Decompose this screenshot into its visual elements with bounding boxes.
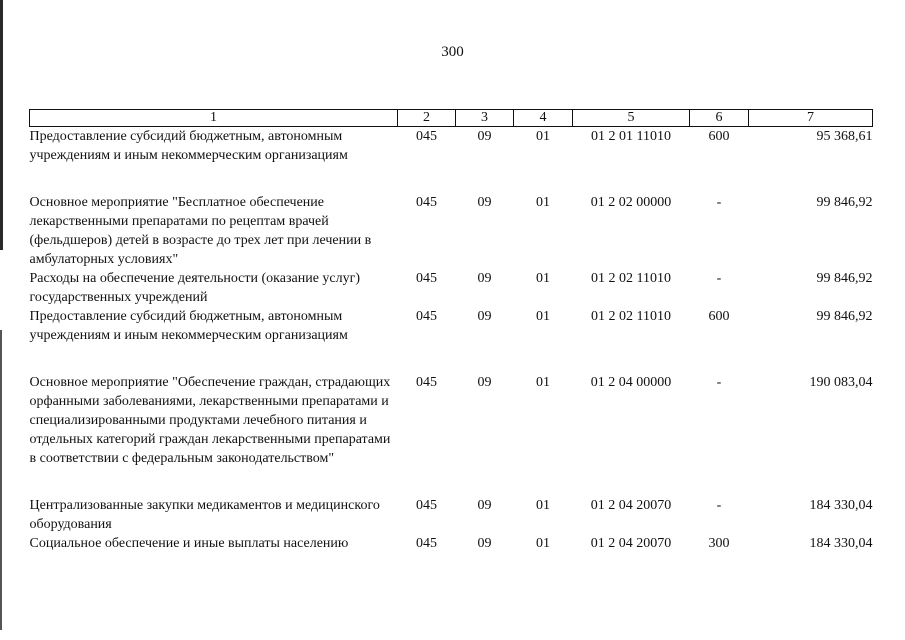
ministry-code: 045 [416,195,437,210]
budget-table [29,109,873,553]
amount: 184 330,04 [809,498,873,513]
ministry-code: 045 [416,536,437,551]
section-code: 09 [477,498,492,513]
expense-type-code: - [716,498,722,513]
row-name: Основное мероприятие "Бесплатное обеспечение лекарственными препаратами по рецептам врачей (фельдшеров) детей в возрасте до трех лет при лечении в амбулаторных условиях" [29,195,372,267]
section-code: 09 [477,536,492,551]
column-header: 4 [514,110,573,127]
row-name: Расходы на обеспечение деятельности (оказание услуг) государственных учреждений [29,271,361,305]
section-code: 09 [477,195,492,210]
subsection-code: 01 [536,375,550,390]
row-name: Предоставление субсидий бюджетным, автономным учреждениям и иным некоммерческим организациям [29,129,348,163]
page-number: 300 [441,44,464,60]
target-article-code: 01 2 02 11010 [591,309,671,324]
scan-edge-mark [0,0,3,250]
target-article-code: 01 2 01 11010 [591,129,671,144]
ministry-code: 045 [416,271,437,286]
expense-type-code: - [716,271,722,286]
column-header: 6 [690,110,749,127]
subsection-code: 01 [536,536,550,551]
row-name: Централизованные закупки медикаментов и медицинского оборудования [29,498,380,532]
expense-type-code: - [716,375,722,390]
subsection-code: 01 [536,271,550,286]
row-name: Основное мероприятие "Обеспечение граждан, страдающих орфанными заболеваниями, лекарственными препаратами и специализированными продуктами лечебного питания и отдельных категорий граждан лекарственными препаратами в соответствии с федеральным законодательством" [29,375,391,466]
amount: 95 368,61 [816,129,873,144]
expense-type-code: - [716,195,722,210]
section-code: 09 [477,271,492,286]
target-article-code: 01 2 02 11010 [591,271,671,286]
ministry-code: 045 [416,498,437,513]
expense-type-code: 300 [708,536,730,551]
target-article-code: 01 2 04 20070 [590,536,672,551]
table-header-row [30,110,873,127]
ministry-code: 045 [416,309,437,324]
target-article-code: 01 2 04 20070 [590,498,672,513]
subsection-code: 01 [536,498,550,513]
target-article-code: 01 2 02 00000 [590,195,672,210]
row-name: Социальное обеспечение и иные выплаты населению [29,536,349,551]
section-code: 09 [477,309,492,324]
table-row [30,127,873,194]
column-header: 5 [573,110,690,127]
amount: 99 846,92 [816,309,873,324]
amount: 99 846,92 [816,271,873,286]
column-header: 1 [30,110,398,127]
subsection-code: 01 [536,309,550,324]
table-row [30,534,873,553]
table-row [30,373,873,496]
amount: 190 083,04 [809,375,873,390]
column-header: 2 [398,110,456,127]
table-row [30,307,873,373]
table-row [30,193,873,269]
section-code: 09 [477,375,492,390]
ministry-code: 045 [416,375,437,390]
section-code: 09 [477,129,492,144]
amount: 184 330,04 [809,536,873,551]
table-row [30,496,873,534]
scan-edge-mark [0,330,2,630]
expense-type-code: 600 [708,309,730,324]
column-header: 3 [456,110,514,127]
amount: 99 846,92 [816,195,873,210]
subsection-code: 01 [536,129,550,144]
table-row [30,269,873,307]
subsection-code: 01 [536,195,550,210]
target-article-code: 01 2 04 00000 [590,375,672,390]
ministry-code: 045 [416,129,437,144]
expense-type-code: 600 [708,129,730,144]
row-name: Предоставление субсидий бюджетным, автономным учреждениям и иным некоммерческим организациям [29,309,348,343]
column-header: 7 [749,110,873,127]
